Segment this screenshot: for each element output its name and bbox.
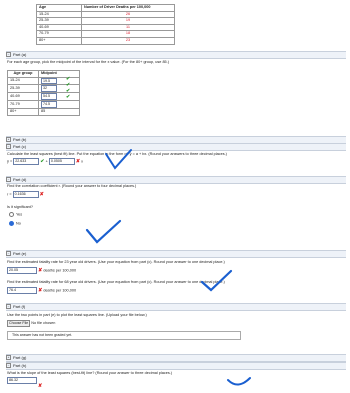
handwritten-check-mark	[200, 268, 234, 294]
midpoint-input[interactable]: 19.5	[41, 78, 57, 85]
table-row: 80+ 23	[37, 37, 175, 44]
check-icon: ✔	[66, 82, 71, 88]
midpoint-input[interactable]: 32	[41, 85, 57, 92]
part-e-question-2: Find the estimated fatality rate for 68 year old drivers. (Use your equation from part (c). Round your answer to one decimal place.)	[7, 280, 225, 284]
check-icon: ✔	[66, 94, 71, 100]
part-f-header[interactable]: − Part (f)	[6, 303, 346, 311]
radio-button[interactable]	[9, 221, 14, 226]
col-age-group: Age group	[8, 71, 39, 78]
estimate-68-row: 76.4 ✘ deaths per 100,000	[9, 287, 77, 294]
check-icon: ✔	[66, 88, 71, 94]
collapse-icon[interactable]: −	[7, 177, 10, 182]
file-upload-row	[7, 320, 55, 327]
equation-row: ŷ = 22.633 ✔ + 0.0505 ✘ x	[7, 158, 84, 165]
table-row: 70-79 74.5	[8, 101, 80, 109]
table-row: 70-79 18	[37, 31, 175, 38]
r-row: r = 0.1636 ✘	[7, 191, 44, 198]
part-d-header[interactable]: − Part (d)	[6, 176, 346, 184]
collapse-icon[interactable]: −	[7, 251, 10, 256]
part-d-instruction: Find the correlation coefficient r. (Round your answer to four decimal places.)	[7, 184, 137, 188]
choose-file-button[interactable]: Choose File	[9, 321, 29, 325]
handwritten-mark	[226, 376, 252, 390]
table-row: 15-24 19.5	[8, 77, 80, 85]
file-status: No file chosen	[31, 321, 56, 325]
estimate-23-input[interactable]: 20.05	[7, 267, 37, 274]
table-row: 25-39 19	[37, 18, 175, 25]
part-e-question-1: Find the estimated fatality rate for 23 year old drivers. (Use your equation from part (c). Round your answer to one decimal place.)	[7, 260, 225, 264]
collapse-icon[interactable]: −	[7, 363, 10, 368]
collapse-icon[interactable]: −	[7, 52, 10, 57]
radio-no[interactable]: No	[9, 221, 21, 227]
check-icon: ✔	[40, 158, 45, 165]
handwritten-check-mark	[104, 148, 134, 172]
grading-note: This answer has not been graded yet.	[7, 331, 241, 340]
table-row: 15-24 26	[37, 11, 175, 18]
intercept-input[interactable]: 22.633	[13, 158, 39, 165]
midpoint-input[interactable]: 74.5	[41, 101, 57, 108]
midpoint-input[interactable]: 54.5	[41, 93, 57, 100]
collapse-icon[interactable]: −	[7, 304, 10, 309]
part-a-instruction: For each age group, pick the midpoint of the interval for the x value. (For the 80+ group, use 85.)	[7, 60, 169, 64]
check-icon: ✔	[66, 76, 71, 82]
col-age: Age	[37, 5, 82, 12]
table-row: 80+ 85	[8, 109, 80, 116]
part-a-header[interactable]: − Part (a)	[6, 51, 346, 59]
part-f-instruction: Use the two points in part (e) to plot the least squares line. (Upload your file below.)	[7, 313, 147, 317]
table-row: 40-69 11	[37, 24, 175, 31]
radio-button[interactable]	[9, 212, 14, 217]
col-midpoint: Midpoint	[39, 71, 80, 78]
part-e-header[interactable]: − Part (e)	[6, 250, 346, 258]
x-icon: ✘	[39, 191, 44, 198]
expand-icon[interactable]: +	[7, 355, 10, 360]
x-icon: ✘	[38, 287, 43, 294]
part-h-instruction: What is the slope of the least squares (best-fit) line? (Round your answer to three decimal places.)	[7, 371, 173, 375]
part-g-header[interactable]: + Part (g)	[6, 354, 346, 362]
slope-input[interactable]: 0.0505	[49, 158, 75, 165]
table-row: 25-39 32	[8, 85, 80, 93]
significant-question: Is it significant?	[7, 205, 33, 209]
slope-answer-row	[7, 377, 37, 384]
estimate-68-input[interactable]: 76.4	[7, 287, 37, 294]
collapse-icon[interactable]: −	[7, 144, 10, 149]
part-h-header[interactable]: − Part (h)	[6, 362, 346, 370]
expand-icon[interactable]: +	[7, 137, 10, 142]
col-deaths: Number of Driver Deaths per 100,000	[82, 5, 175, 12]
radio-yes[interactable]: Yes	[9, 212, 22, 218]
slope-answer-input[interactable]: 86.32	[7, 377, 37, 384]
part-c-instruction: Calculate the least squares (best fit) line. Put the equation in the form of: ŷ = a + bx. (Round your answers to three decimal places.)	[7, 152, 227, 156]
table-row: 40-69 54.5	[8, 93, 80, 101]
x-icon: ✘	[38, 383, 43, 389]
x-icon: ✘	[38, 267, 43, 274]
driver-deaths-table	[36, 4, 175, 45]
estimate-23-row: 20.05 ✘ deaths per 100,000	[9, 267, 77, 274]
part-c-header[interactable]: − Part (c)	[6, 143, 346, 151]
part-b-header[interactable]: + Part (b)	[6, 136, 346, 144]
correlation-input[interactable]: 0.1636	[13, 191, 39, 198]
x-icon: ✘	[75, 158, 81, 165]
handwritten-check-mark	[84, 218, 124, 248]
